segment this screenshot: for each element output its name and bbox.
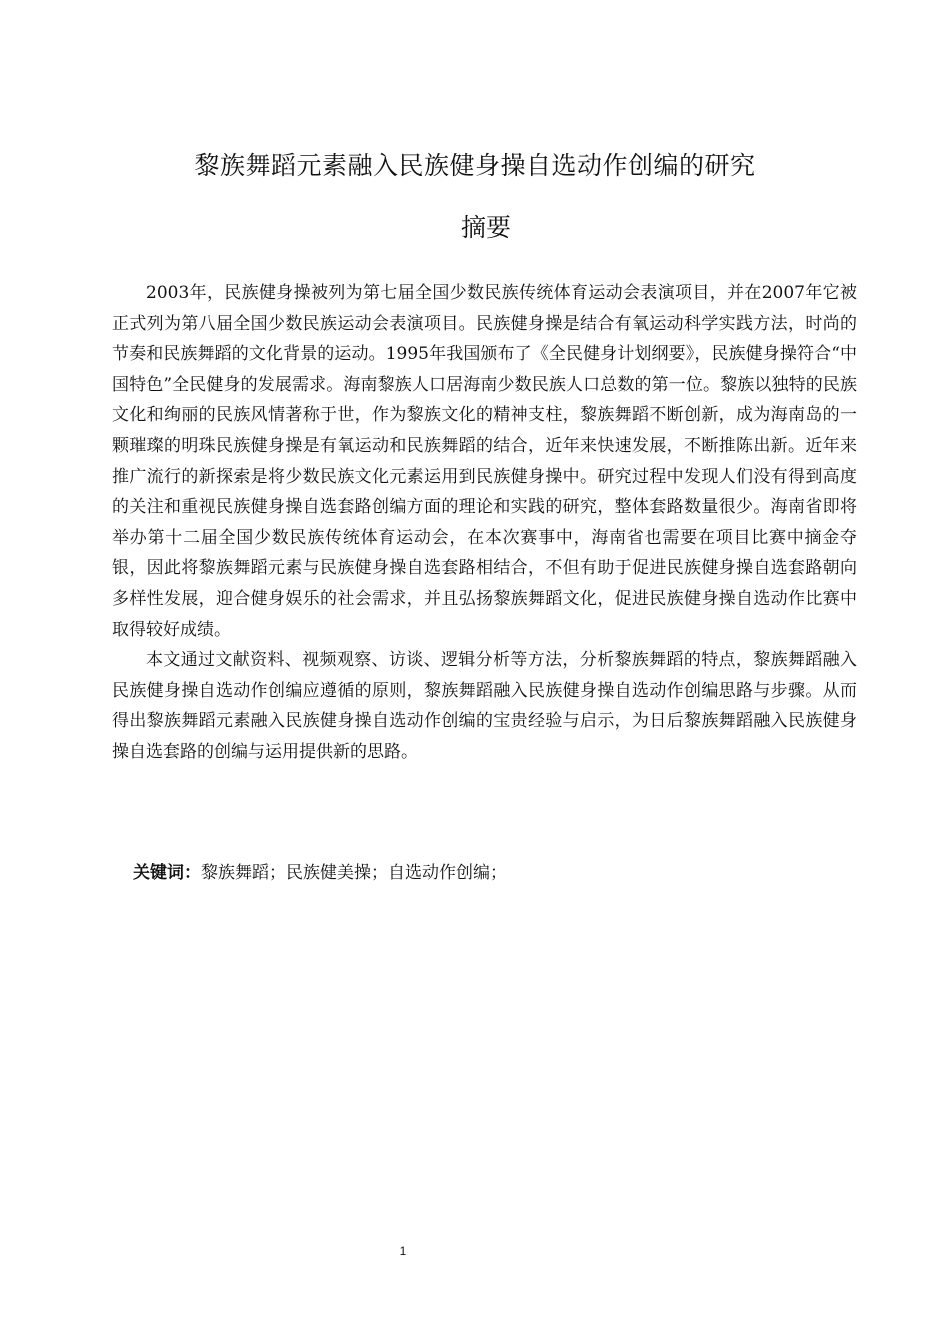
keywords-value: 黎族舞蹈；民族健美操；自选动作创编； (201, 863, 507, 883)
abstract-paragraph: 2003年，民族健身操被列为第七届全国少数民族传统体育运动会表演项目，并在2007年它被正式列为第八届全国少数民族运动会表演项目。民族健身操是结合有氧运动科学实践方法，时尚的节奏和民族舞蹈的文化背景的运动。1995年我国颁布了《全民健身计划纲要》，民族健身操符合“中国特色”全民健身的发展需求。海南黎族人口居海南少数民族人口总数的第一位。黎族以独特的民族文化和绚丽的民族风情著称于世，作为黎族文化的精神支柱，黎族舞蹈不断创新，成为海南岛的一颗璀璨的明珠民族健身操是有氧运动和民族舞蹈的结合，近年来快速发展，不断推陈出新。近年来推广流行的新探索是将少数民族文化元素运用到民族健身操中。研究过程中发现人们没有得到高度的关注和重视民族健身操自选套路创编方面的理论和实践的研究，整体套路数量很少。海南省即将举办第十二届全国少数民族传统体育运动会，在本次赛事中，海南省也需要在项目比赛中摘金夺银，因此将黎族舞蹈元素与民族健身操自选套路相结合，不但有助于促进民族健身操自选套路朝向多样性发展，迎合健身娱乐的社会需求，并且弘扬黎族舞蹈文化，促进民族健身操自选动作比赛中取得较好成绩。 (112, 283, 857, 640)
abstract-body (112, 278, 857, 768)
abstract-paragraph: 本文通过文献资料、视频观察、访谈、逻辑分析等方法，分析黎族舞蹈的特点，黎族舞蹈融入民族健身操自选动作创编应遵循的原则，黎族舞蹈融入民族健身操自选动作创编思路与步骤。从而得出黎族舞蹈元素融入民族健身操自选动作创编的宝贵经验与启示，为日后黎族舞蹈融入民族健身操自选套路的创编与运用提供新的思路。 (112, 650, 857, 762)
keywords-label: 关键词： (133, 863, 201, 883)
abstract-heading: 摘要 (460, 213, 511, 242)
page-number: 1 (399, 1244, 407, 1258)
keywords-line (133, 858, 853, 888)
document-title: 黎族舞蹈元素融入民族健身操自选动作创编的研究 (194, 151, 756, 180)
